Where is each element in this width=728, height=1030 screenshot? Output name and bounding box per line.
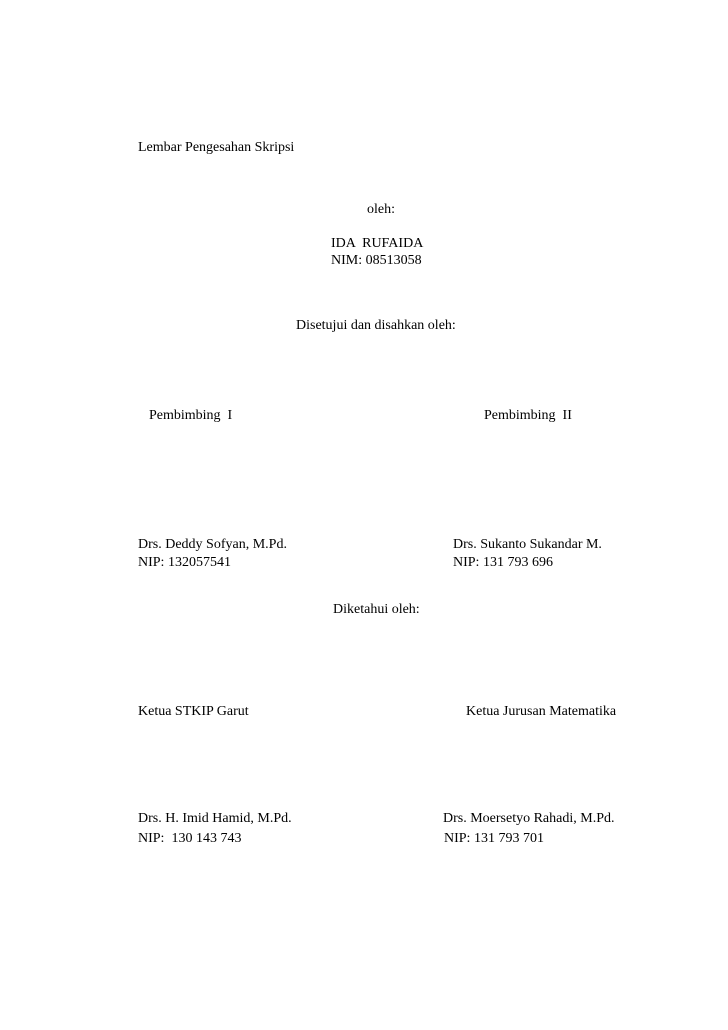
by-label: oleh: — [367, 202, 395, 217]
supervisor-1-name: Drs. Deddy Sofyan, M.Pd. — [138, 537, 287, 552]
author-nim: NIM: 08513058 — [331, 253, 422, 268]
official-2-nip: NIP: 131 793 701 — [444, 831, 544, 846]
acknowledged-label: Diketahui oleh: — [333, 602, 420, 617]
official-1-role: Ketua STKIP Garut — [138, 704, 249, 719]
official-2-role: Ketua Jurusan Matematika — [466, 704, 617, 719]
document-title: Lembar Pengesahan Skripsi — [138, 140, 295, 155]
approved-label: Disetujui dan disahkan oleh: — [296, 318, 456, 333]
author-name: IDA RUFAIDA — [331, 236, 424, 251]
supervisor-1-nip: NIP: 132057541 — [138, 555, 231, 570]
supervisor-1-role: Pembimbing I — [149, 408, 233, 423]
supervisor-2-nip: NIP: 131 793 696 — [453, 555, 553, 570]
supervisor-2-role: Pembimbing II — [484, 408, 572, 423]
supervisor-2-name: Drs. Sukanto Sukandar M. — [453, 537, 602, 552]
official-1-name: Drs. H. Imid Hamid, M.Pd. — [138, 811, 292, 826]
official-2-name: Drs. Moersetyo Rahadi, M.Pd. — [443, 811, 615, 826]
official-1-nip: NIP: 130 143 743 — [138, 831, 242, 846]
